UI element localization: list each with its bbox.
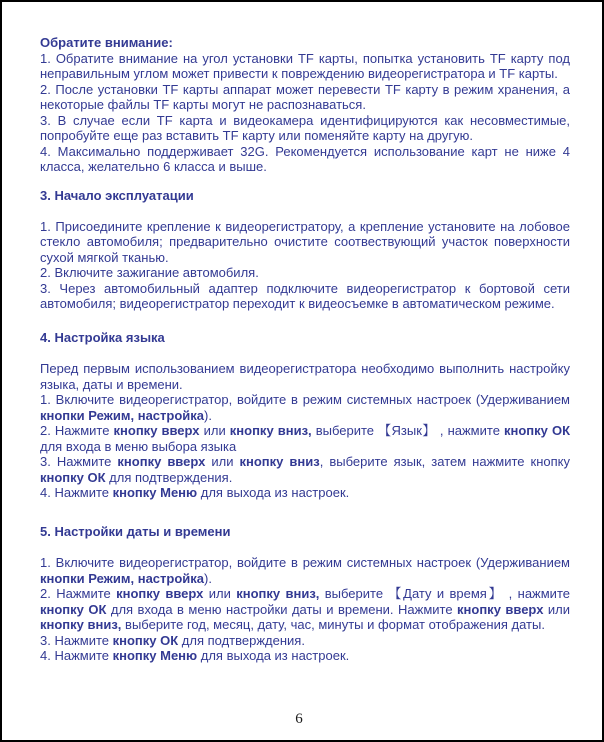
text: 3. Нажмите bbox=[40, 454, 118, 469]
text: 3. Нажмите bbox=[40, 632, 113, 648]
paragraph bbox=[40, 82, 570, 113]
bold-text: кнопку ОК bbox=[40, 601, 107, 617]
section-body bbox=[40, 361, 570, 501]
text: 2. Нажмите bbox=[40, 586, 117, 601]
text: или bbox=[203, 586, 237, 601]
bold-text: кнопку вниз, bbox=[229, 423, 312, 438]
text: 4. Максимально поддерживает 32G. Рекомендуется использование карт не ниже 4 класса, желательно 6 класса и выше. bbox=[40, 143, 570, 174]
paragraph bbox=[40, 113, 570, 144]
paragraph bbox=[40, 392, 570, 423]
paragraph bbox=[40, 648, 570, 664]
paragraph bbox=[40, 423, 570, 454]
text: 3. В случае если TF карта и видеокамера идентифицируются как несовместимые, попробуйте еще раз вставить TF карту или поменяйте карту на другую. bbox=[40, 112, 570, 143]
bold-text: кнопку вверх bbox=[113, 423, 200, 438]
text: для входа в меню выбора языка bbox=[40, 438, 237, 454]
text: ). bbox=[204, 570, 212, 586]
bold-text: 5. Настройки даты и времени bbox=[40, 523, 231, 539]
bold-text: кнопку ОК bbox=[504, 423, 570, 438]
text: 2. Включите зажигание автомобиля. bbox=[40, 265, 259, 280]
bold-text: 4. Настройка языка bbox=[40, 329, 165, 345]
text: 1. Обратите внимание на угол установки TF карты, попытка установить TF карту под неправильным углом может привести к повреждению видеорегистратора и TF карты. bbox=[40, 50, 570, 81]
section-body bbox=[40, 219, 570, 312]
page-number: 6 bbox=[295, 711, 303, 727]
text: ). bbox=[204, 407, 212, 423]
text: 1. Включите видеорегистратор, войдите в режим системных настроек (Удерживанием bbox=[40, 555, 570, 570]
paragraph bbox=[40, 219, 570, 266]
text: 1. Включите видеорегистратор, войдите в режим системных настроек (Удерживанием bbox=[40, 392, 570, 407]
text: выберите 【Язык】 , нажмите bbox=[311, 423, 504, 438]
paragraph bbox=[40, 454, 570, 485]
section-heading bbox=[40, 188, 570, 204]
bold-text: 3. Начало эксплуатации bbox=[40, 187, 194, 203]
paragraph bbox=[40, 586, 570, 633]
section-attention-note bbox=[40, 35, 570, 175]
text: Перед первым использованием видеорегистратора необходимо выполнить настройку языка, даты и времени. bbox=[40, 361, 570, 392]
bold-text: кнопки Режим, настройка bbox=[40, 570, 205, 586]
text: 4. Нажмите bbox=[40, 648, 113, 663]
text: 1. Присоедините крепление к видеорегистратору, а крепление установите на лобовое стекло автомобиля; предварительно очистите соотвествующий участок поверхности сухой мягкой тканью. bbox=[40, 218, 570, 265]
bold-text: кнопки Режим, настройка bbox=[40, 407, 205, 423]
bold-text: кнопку Меню bbox=[112, 648, 198, 663]
page-content bbox=[40, 35, 570, 664]
paragraph bbox=[40, 633, 570, 649]
text: выберите год, месяц, дату, час, минуты и формат отображения даты. bbox=[121, 617, 545, 632]
text: для входа в меню настройки даты и времени. Нажмите bbox=[106, 601, 458, 617]
text: или bbox=[205, 454, 240, 469]
paragraph bbox=[40, 485, 570, 501]
section-start-of-use bbox=[40, 188, 570, 312]
text: для выхода из настроек. bbox=[197, 485, 350, 500]
text: 2. После установки TF карты аппарат может перевести TF карту в режим хранения, а некоторые файлы TF карты могут не распознаваться. bbox=[40, 81, 570, 112]
section-heading bbox=[40, 524, 570, 540]
bold-text: кнопку вниз bbox=[239, 454, 320, 469]
bold-text: кнопку вниз, bbox=[236, 586, 320, 601]
section-heading bbox=[40, 35, 570, 51]
section-date-time-setup bbox=[40, 524, 570, 664]
text: 3. Через автомобильный адаптер подключите видеорегистратор к бортовой сети автомобиля; видеорегистратор переходит к видеосъемке в автоматическом режиме. bbox=[40, 280, 570, 311]
bold-text: кнопку ОК bbox=[112, 632, 179, 648]
bold-text: кнопку Меню bbox=[112, 485, 198, 500]
paragraph bbox=[40, 51, 570, 82]
section-body bbox=[40, 555, 570, 664]
text: для выхода из настроек. bbox=[197, 648, 350, 663]
section-language-setup bbox=[40, 330, 570, 501]
section-body bbox=[40, 51, 570, 175]
bold-text: кнопку вверх bbox=[457, 601, 544, 617]
paragraph bbox=[40, 281, 570, 312]
section-heading bbox=[40, 330, 570, 346]
text: 2. Нажмите bbox=[40, 423, 114, 438]
text: 4. Нажмите bbox=[40, 485, 113, 500]
bold-text: кнопку вверх bbox=[116, 586, 204, 601]
paragraph bbox=[40, 144, 570, 175]
bold-text: кнопку ОК bbox=[40, 469, 106, 485]
bold-text: кнопку вниз, bbox=[40, 617, 122, 632]
text: для подтверждения. bbox=[105, 469, 233, 485]
text: для подтверждения. bbox=[178, 632, 305, 648]
text: выберите 【Дату и время】 , нажмите bbox=[319, 586, 570, 601]
bold-text: кнопку вверх bbox=[117, 454, 206, 469]
text: , выберите язык, затем нажмите кнопку bbox=[319, 454, 571, 469]
text: или bbox=[543, 601, 571, 617]
paragraph bbox=[40, 265, 570, 281]
paragraph bbox=[40, 555, 570, 586]
text: или bbox=[199, 423, 230, 438]
bold-text: Обратите внимание: bbox=[40, 35, 173, 50]
paragraph bbox=[40, 361, 570, 392]
